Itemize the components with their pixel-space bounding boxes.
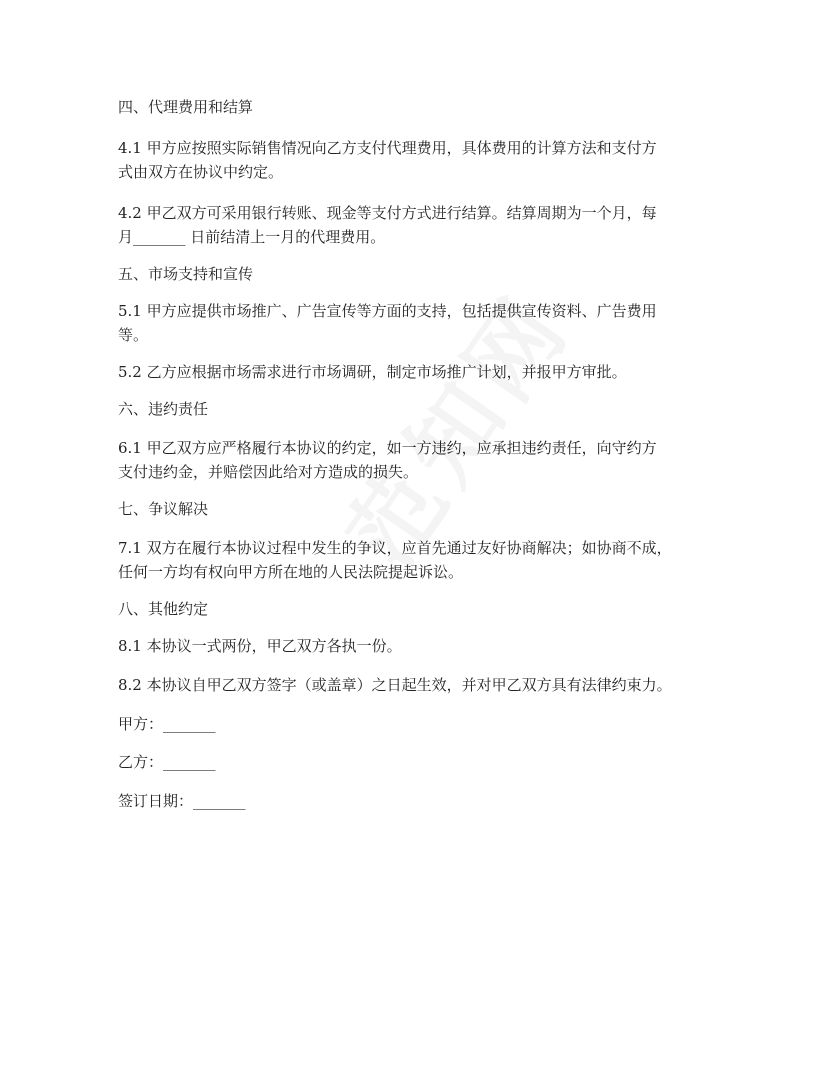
signature-party-a: 甲方：_______ [118, 715, 216, 733]
section-8-heading: 八、其他约定 [118, 600, 209, 618]
clause-8-2: 8.2 本协议自甲乙双方签字（或盖章）之日起生效，并对甲乙双方具有法律约束力。 [118, 676, 672, 694]
clause-5-1-line-1: 5.1 甲方应提供市场推广、广告宣传等方面的支持，包括提供宣传资料、广告费用 [118, 302, 657, 320]
clause-8-1: 8.1 本协议一式两份，甲乙双方各执一份。 [118, 637, 402, 655]
clause-5-1-line-2: 等。 [118, 326, 149, 344]
clause-7-1-line-1: 7.1 双方在履行本协议过程中发生的争议，应首先通过友好协商解决；如协商不成， [118, 539, 672, 557]
section-7-heading: 七、争议解决 [118, 500, 209, 518]
clause-7-1-line-2: 任何一方均有权向甲方所在地的人民法院提起诉讼。 [118, 563, 464, 581]
clause-4-2-line-1: 4.2 甲乙双方可采用银行转账、现金等支付方式进行结算。结算周期为一个月，每 [118, 204, 657, 222]
clause-5-2: 5.2 乙方应根据市场需求进行市场调研，制定市场推广计划，并报甲方审批。 [118, 363, 627, 381]
clause-6-1-line-2: 支付违约金，并赔偿因此给对方造成的损失。 [118, 463, 419, 481]
clause-4-1-line-1: 4.1 甲方应按照实际销售情况向乙方支付代理费用，具体费用的计算方法和支付方 [118, 139, 657, 157]
clause-4-1-line-2: 式由双方在协议中约定。 [118, 163, 284, 181]
section-5-heading: 五、市场支持和宣传 [118, 265, 254, 283]
section-6-heading: 六、违约责任 [118, 400, 209, 418]
section-4-heading: 四、代理费用和结算 [118, 98, 254, 116]
signature-date: 签订日期：_______ [118, 792, 246, 810]
clause-6-1-line-1: 6.1 甲乙双方应严格履行本协议的约定，如一方违约，应承担违约责任，向守约方 [118, 439, 657, 457]
clause-4-2-line-2: 月_______ 日前结清上一月的代理费用。 [118, 228, 386, 246]
signature-party-b: 乙方：_______ [118, 753, 216, 771]
